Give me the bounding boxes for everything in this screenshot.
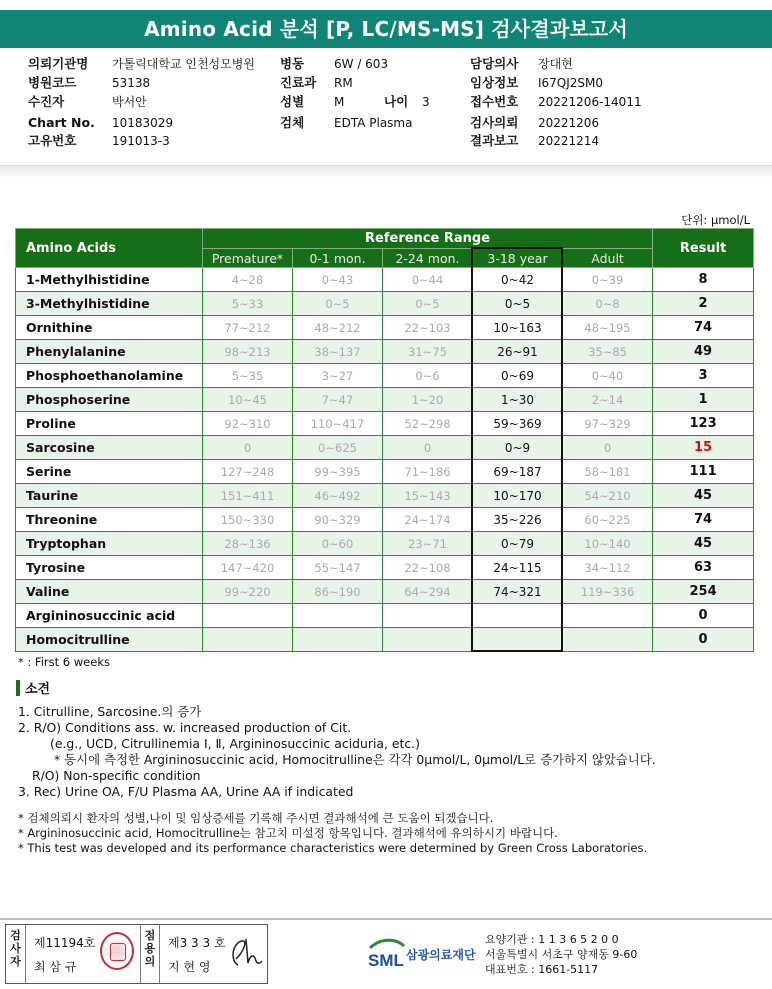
range-3-18-year: 24~115	[473, 556, 563, 580]
result-value: 74	[653, 508, 754, 532]
result-value: 45	[653, 532, 754, 556]
signature-box	[5, 924, 268, 984]
age-value: 3	[422, 95, 430, 109]
report-date-label: 결과보고	[470, 133, 519, 148]
range-premature: 98~213	[203, 340, 293, 364]
range-3-18-year: 74~321	[473, 580, 563, 604]
range-adult: 0	[563, 436, 653, 460]
doctor-label: 담당의사	[470, 56, 519, 71]
report-date-value: 20221214	[538, 134, 600, 148]
clinical-value: I67QJ2SM0	[538, 76, 604, 90]
range-premature: 4~28	[203, 268, 293, 292]
age-label: 나이	[384, 94, 409, 109]
note-line: * Argininosuccinic acid, Homocitrulline는 참고치 미설정 항목입니다. 결과해석에 유의하시기 바랍니다.	[18, 826, 558, 840]
inspector-name: 최 삼 규	[34, 960, 77, 974]
range-0-1-mon: 110~417	[293, 412, 383, 436]
table-row	[16, 436, 754, 460]
range-2-24-mon: 71~186	[383, 460, 473, 484]
finding-line: R/O) Non-specific condition	[32, 768, 201, 783]
amino-acid-name: Homocitrulline	[16, 628, 203, 652]
range-adult: 119~336	[563, 580, 653, 604]
care-number: 요양기관 : 1 1 3 6 5 2 0 0	[485, 933, 619, 946]
amino-acid-name: Ornithine	[16, 316, 203, 340]
amino-acid-name: Serine	[16, 460, 203, 484]
range-adult	[563, 628, 653, 652]
result-value: 0	[653, 628, 754, 652]
result-value: 123	[653, 412, 754, 436]
range-2-24-mon: 0~6	[383, 364, 473, 388]
amino-acid-name: 3-Methylhistidine	[16, 292, 203, 316]
range-3-18-year: 0~69	[473, 364, 563, 388]
receipt-value: 20221206-14011	[538, 95, 642, 109]
table-row	[16, 484, 754, 508]
range-premature: 28~136	[203, 532, 293, 556]
premature-footnote: * : First 6 weeks	[18, 655, 110, 669]
table-row	[16, 364, 754, 388]
range-premature: 99~220	[203, 580, 293, 604]
range-2-24-mon: 23~71	[383, 532, 473, 556]
finding-line: (e.g., UCD, Citrullinemia Ⅰ, Ⅱ, Argininosuccinic aciduria, etc.)	[50, 736, 420, 751]
range-premature: 150~330	[203, 508, 293, 532]
range-2-24-mon: 1~20	[383, 388, 473, 412]
table-row	[16, 628, 754, 652]
range-0-1-mon: 90~329	[293, 508, 383, 532]
lab-info	[485, 932, 637, 977]
dept-label: 진료과	[280, 75, 317, 90]
range-2-24-mon: 52~298	[383, 412, 473, 436]
result-value: 8	[653, 268, 754, 292]
range-2-24-mon: 64~294	[383, 580, 473, 604]
meta-row-4	[0, 115, 772, 131]
clinical-label: 임상정보	[470, 75, 519, 90]
amino-acid-name: Argininosuccinic acid	[16, 604, 203, 628]
amino-acid-name: Taurine	[16, 484, 203, 508]
table-row	[16, 412, 754, 436]
note-line: * 검체의뢰시 환자의 성별,나이 및 임상증세를 기록해 주시면 결과해석에 큰 도움이 되겠습니다.	[18, 811, 494, 825]
patient-info	[0, 56, 772, 152]
range-adult: 0~40	[563, 364, 653, 388]
range-3-18-year: 0~9	[473, 436, 563, 460]
amino-acid-name: Phenylalanine	[16, 340, 203, 364]
range-premature	[203, 604, 293, 628]
result-value: 74	[653, 316, 754, 340]
range-2-24-mon: 22~108	[383, 556, 473, 580]
range-premature: 10~45	[203, 388, 293, 412]
range-adult: 0~8	[563, 292, 653, 316]
header-premature: Premature*	[203, 249, 293, 268]
table-row	[16, 532, 754, 556]
range-0-1-mon: 0~5	[293, 292, 383, 316]
range-adult: 48~195	[563, 316, 653, 340]
uid-value: 191013-3	[112, 134, 170, 148]
header-adult: Adult	[563, 249, 653, 268]
range-0-1-mon: 38~137	[293, 340, 383, 364]
table-row	[16, 340, 754, 364]
unit-label: 단위: μmol/L	[681, 213, 750, 227]
amino-acid-name: Phosphoethanolamine	[16, 364, 203, 388]
request-value: 20221206	[538, 116, 600, 130]
table-row	[16, 316, 754, 340]
range-2-24-mon: 0	[383, 436, 473, 460]
range-0-1-mon: 46~492	[293, 484, 383, 508]
meta-row-5	[0, 133, 772, 149]
result-value: 0	[653, 604, 754, 628]
result-value: 45	[653, 484, 754, 508]
amino-acid-name: Phosphoserine	[16, 388, 203, 412]
sml-logo-icon	[366, 936, 408, 972]
inspector-license: 제11194호	[34, 936, 96, 950]
range-premature: 147~420	[203, 556, 293, 580]
org-name: 삼광의료재단	[406, 948, 476, 962]
section-divider	[0, 165, 772, 181]
range-3-18-year: 0~79	[473, 532, 563, 556]
amino-acid-name: Threonine	[16, 508, 203, 532]
range-premature: 151~411	[203, 484, 293, 508]
reviewer-name: 지 현 영	[168, 960, 211, 974]
range-0-1-mon: 55~147	[293, 556, 383, 580]
header-reference-range: Reference Range	[203, 229, 653, 249]
report-notes	[18, 811, 647, 856]
amino-acid-name: Tryptophan	[16, 532, 203, 556]
logo-mark: SML	[368, 951, 404, 970]
range-0-1-mon	[293, 628, 383, 652]
range-2-24-mon: 31~75	[383, 340, 473, 364]
amino-acid-name: Proline	[16, 412, 203, 436]
meta-row-3	[0, 94, 772, 110]
finding-line: * 동시에 측정한 Argininosuccinic acid, Homocitrulline은 각각 0μmol/L, 0μmol/L로 증가하지 않았습니다.	[54, 752, 656, 767]
range-2-24-mon: 0~5	[383, 292, 473, 316]
range-0-1-mon	[293, 604, 383, 628]
finding-line: 2. R/O) Conditions ass. w. increased production of Cit.	[18, 720, 352, 735]
receipt-label: 접수번호	[470, 94, 519, 109]
inspector-label	[6, 925, 26, 983]
range-3-18-year: 35~226	[473, 508, 563, 532]
table-row	[16, 580, 754, 604]
range-3-18-year: 59~369	[473, 412, 563, 436]
table-row	[16, 604, 754, 628]
findings-heading	[16, 680, 50, 698]
range-3-18-year: 1~30	[473, 388, 563, 412]
range-3-18-year: 0~42	[473, 268, 563, 292]
signature-scribble-icon	[224, 935, 264, 971]
note-line: * This test was developed and its performance characteristics were determined by Green Cross Laboratories.	[18, 841, 648, 855]
table-row	[16, 388, 754, 412]
range-2-24-mon: 15~143	[383, 484, 473, 508]
range-premature: 5~35	[203, 364, 293, 388]
amino-acid-rows	[16, 268, 754, 652]
range-2-24-mon	[383, 604, 473, 628]
range-adult: 0~39	[563, 268, 653, 292]
table-row	[16, 292, 754, 316]
amino-acid-name: Tyrosine	[16, 556, 203, 580]
doctor-value: 장대현	[538, 57, 573, 71]
inspector-label-text: 검사자	[10, 929, 21, 968]
range-0-1-mon: 7~47	[293, 388, 383, 412]
range-2-24-mon	[383, 628, 473, 652]
result-value: 111	[653, 460, 754, 484]
result-value: 254	[653, 580, 754, 604]
result-value: 2	[653, 292, 754, 316]
range-adult: 10~140	[563, 532, 653, 556]
range-3-18-year	[473, 604, 563, 628]
hospcode-value: 53138	[112, 76, 151, 90]
header-2-24-mon: 2-24 mon.	[383, 249, 473, 268]
range-adult: 54~210	[563, 484, 653, 508]
range-0-1-mon: 48~212	[293, 316, 383, 340]
sex-value: M	[334, 95, 345, 109]
meta-row-2	[0, 75, 772, 91]
lab-address: 서울특별시 서초구 양재동 9-60	[485, 948, 638, 961]
specimen-value: EDTA Plasma	[334, 116, 413, 130]
range-0-1-mon: 0~43	[293, 268, 383, 292]
header-3-18-year: 3-18 year	[473, 249, 563, 268]
dept-value: RM	[334, 76, 353, 90]
specimen-label: 검체	[280, 115, 305, 130]
header-amino-acids: Amino Acids	[16, 229, 203, 268]
range-premature: 92~310	[203, 412, 293, 436]
range-0-1-mon: 86~190	[293, 580, 383, 604]
ward-value: 6W / 603	[334, 57, 389, 71]
range-adult: 58~181	[563, 460, 653, 484]
findings-title: 소견	[25, 682, 51, 697]
range-0-1-mon: 0~625	[293, 436, 383, 460]
range-adult	[563, 604, 653, 628]
result-value: 49	[653, 340, 754, 364]
result-value: 15	[653, 436, 754, 460]
request-label: 검사의뢰	[470, 115, 519, 130]
footer-divider	[0, 918, 772, 920]
range-premature: 5~33	[203, 292, 293, 316]
official-seal-icon	[100, 932, 134, 970]
sex-label: 성별	[280, 94, 305, 109]
hospcode-label: 병원코드	[28, 75, 77, 90]
header-0-1-mon: 0-1 mon.	[293, 249, 383, 268]
result-value: 63	[653, 556, 754, 580]
range-premature	[203, 628, 293, 652]
range-2-24-mon: 24~174	[383, 508, 473, 532]
table-row	[16, 556, 754, 580]
amino-acid-name: 1-Methylhistidine	[16, 268, 203, 292]
range-3-18-year	[473, 628, 563, 652]
range-3-18-year: 0~5	[473, 292, 563, 316]
amino-acid-table	[15, 228, 754, 652]
result-value: 1	[653, 388, 754, 412]
range-adult: 60~225	[563, 508, 653, 532]
range-adult: 35~85	[563, 340, 653, 364]
range-3-18-year: 26~91	[473, 340, 563, 364]
report-title: Amino Acid 분석 [P, LC/MS-MS] 검사결과보고서	[0, 10, 772, 48]
chart-value: 10183029	[112, 116, 174, 130]
reviewer-label	[140, 925, 160, 983]
table-row	[16, 268, 754, 292]
range-0-1-mon: 3~27	[293, 364, 383, 388]
range-2-24-mon: 22~103	[383, 316, 473, 340]
finding-line: 1. Citrulline, Sarcosine.의 증가	[18, 704, 202, 719]
chart-label: Chart No.	[28, 115, 95, 130]
amino-acid-name: Valine	[16, 580, 203, 604]
range-0-1-mon: 0~60	[293, 532, 383, 556]
range-3-18-year: 10~163	[473, 316, 563, 340]
findings-text	[18, 704, 656, 800]
institution-value: 가톨릭대학교 인천성모병원	[112, 57, 255, 71]
uid-label: 고유번호	[28, 133, 77, 148]
institution-label: 의뢰기관명	[28, 56, 89, 71]
patient-label: 수진자	[28, 94, 65, 109]
range-0-1-mon: 99~395	[293, 460, 383, 484]
table-row	[16, 460, 754, 484]
range-3-18-year: 69~187	[473, 460, 563, 484]
ward-label: 병동	[280, 56, 305, 71]
range-premature: 0	[203, 436, 293, 460]
meta-row-1	[0, 56, 772, 72]
range-adult: 2~14	[563, 388, 653, 412]
heading-bar-icon	[16, 680, 20, 696]
range-premature: 77~212	[203, 316, 293, 340]
header-result: Result	[653, 229, 754, 268]
range-2-24-mon: 0~44	[383, 268, 473, 292]
range-adult: 34~112	[563, 556, 653, 580]
table-row	[16, 508, 754, 532]
amino-acid-name: Sarcosine	[16, 436, 203, 460]
reviewer-license: 제3 3 3 호	[168, 936, 226, 950]
range-premature: 127~248	[203, 460, 293, 484]
patient-value: 박서안	[112, 95, 147, 109]
result-value: 3	[653, 364, 754, 388]
lab-phone: 대표번호 : 1661-5117	[485, 963, 599, 976]
range-adult: 97~329	[563, 412, 653, 436]
reviewer-label-text: 점용의	[144, 929, 156, 968]
finding-line: 3. Rec) Urine OA, F/U Plasma AA, Urine AA if indicated	[18, 784, 354, 799]
range-3-18-year: 10~170	[473, 484, 563, 508]
